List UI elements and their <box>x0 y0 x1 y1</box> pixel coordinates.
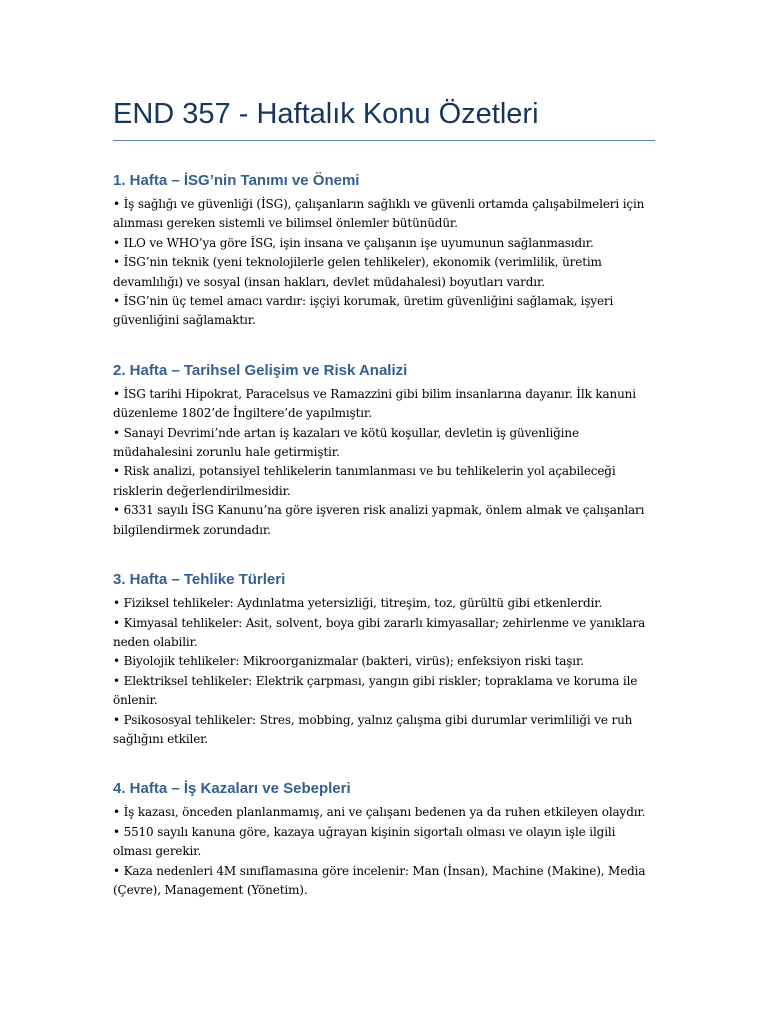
bullet-list <box>113 803 655 900</box>
bullet-list <box>113 385 655 540</box>
bullet-item: • Sanayi Devrimi’nde artan iş kazaları ve kötü koşullar, devletin iş güvenliğine müdahalesini zorunlu hale getirmiştir. <box>113 425 579 460</box>
section-week-3 <box>113 570 655 749</box>
bullet-item: • Kaza nedenleri 4M sınıflamasına göre incelenir: Man (İnsan), Machine (Makine), Media (Çevre), Management (Yönetim). <box>113 863 646 897</box>
document-page <box>113 96 655 900</box>
bullet-item: • Kimyasal tehlikeler: Asit, solvent, boya gibi zararlı kimyasallar; zehirlenme ve yanıklara neden olabilir. <box>113 615 646 649</box>
bullet-list <box>113 195 655 331</box>
bullet-item: • Biyolojik tehlikeler: Mikroorganizmalar (bakteri, virüs); enfeksiyon riski taşır. <box>113 654 584 669</box>
bullet-item: • İSG’nin üç temel amacı vardır: işçiyi korumak, üretim güvenliğini sağlamak, işyeri güvenliğini sağlamaktır. <box>113 294 614 328</box>
bullet-item: • İSG’nin teknik (yeni teknolojilerle gelen tehlikeler), ekonomik (verimlilik, üretim devamlılığı) ve sosyal (insan hakları, devlet müdahalesi) boyutları vardır. <box>113 255 602 289</box>
section-heading: 1. Hafta – İSG’nin Tanımı ve Önemi <box>113 172 360 189</box>
bullet-item: • Elektriksel tehlikeler: Elektrik çarpması, yangın gibi riskler; topraklama ve koruma ile önlenir. <box>113 673 638 708</box>
section-heading: 4. Hafta – İş Kazaları ve Sebepleri <box>113 780 351 798</box>
bullet-item: • Fiziksel tehlikeler: Aydınlatma yetersizliği, titreşim, toz, gürültü gibi etkenlerdir. <box>113 596 603 611</box>
section-week-4 <box>113 779 655 900</box>
bullet-item: • İş kazası, önceden planlanmamış, ani ve çalışanı bedenen ya da ruhen etkileyen olaydır. <box>113 805 646 820</box>
section-week-2 <box>113 361 655 540</box>
bullet-item: • 5510 sayılı kanuna göre, kazaya uğrayan kişinin sigortalı olması ve olayın işle ilgili olması gerekir. <box>113 824 616 859</box>
bullet-item: • 6331 sayılı İSG Kanunu’na göre işveren risk analizi yapmak, önlem almak ve çalışanları bilgilendirmek zorundadır. <box>113 503 645 537</box>
bullet-item: • ILO ve WHO’ya göre İSG, işin insana ve çalışanın işe uyumunun sağlanmasıdır. <box>113 235 594 250</box>
section-heading: 2. Hafta – Tarihsel Gelişim ve Risk Analizi <box>113 361 408 379</box>
bullet-list <box>113 594 655 749</box>
bullet-item: • İSG tarihi Hipokrat, Paracelsus ve Ramazzini gibi bilim insanlarına dayanır. İlk kanuni düzenleme 1802’de İngiltere’de yapılmıştır. <box>113 386 636 421</box>
document-title: END 357 - Haftalık Konu Özetleri <box>113 96 655 141</box>
bullet-item: • Psikososyal tehlikeler: Stres, mobbing, yalnız çalışma gibi durumlar verimliliği ve ruh sağlığını etkiler. <box>113 712 633 746</box>
bullet-item: • Risk analizi, potansiyel tehlikelerin tanımlanması ve bu tehlikelerin yol açabileceği risklerin değerlendirilmesidir. <box>113 464 616 498</box>
section-heading: 3. Hafta – Tehlike Türleri <box>113 571 286 589</box>
section-week-1 <box>113 171 655 331</box>
bullet-item: • İş sağlığı ve güvenliği (İSG), çalışanların sağlıklı ve güvenli ortamda çalışabilmeleri için alınması gereken sistemli ve bilimsel önlemler bütünüdür. <box>113 197 645 231</box>
